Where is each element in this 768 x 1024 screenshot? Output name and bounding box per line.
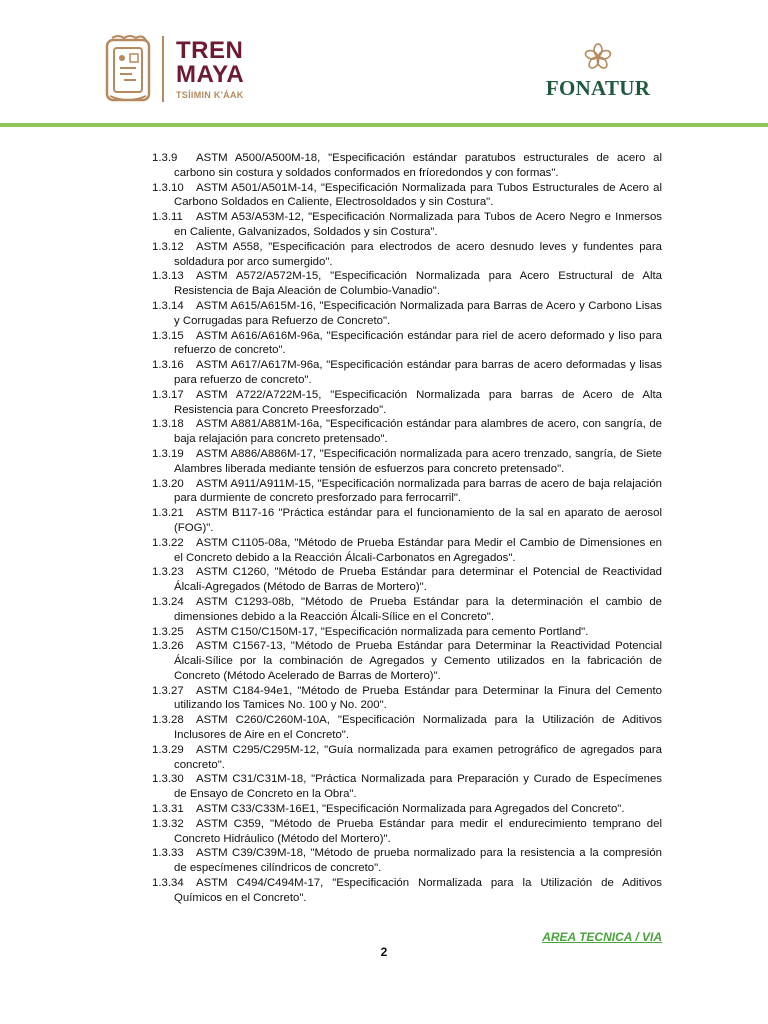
item-text: ASTM C39/C39M-18, "Método de prueba normalizado para la resistencia a la compresión de especímenes cilíndricos de concreto". — [174, 847, 662, 875]
item-number: 1.3.20 — [152, 477, 184, 490]
item-number: 1.3.19 — [152, 447, 184, 460]
list-item — [152, 269, 662, 299]
item-number: 1.3.28 — [152, 714, 184, 727]
list-item — [152, 210, 662, 240]
list-item — [152, 477, 662, 507]
standards-list — [152, 151, 662, 906]
item-text: ASTM A616/A616M-96a, "Especificación estándar para riel de acero deformado y liso para refuerzo de concreto". — [174, 329, 662, 357]
header-divider — [0, 123, 768, 127]
list-item — [152, 595, 662, 625]
item-number: 1.3.30 — [152, 773, 184, 786]
item-text: ASTM C33/C33M-16E1, "Especificación Normalizada para Agregados del Concreto". — [196, 803, 625, 816]
list-item — [152, 876, 662, 906]
list-item — [152, 447, 662, 477]
logo-divider — [162, 36, 164, 102]
item-number: 1.3.26 — [152, 640, 184, 653]
item-number: 1.3.31 — [152, 803, 184, 816]
item-number: 1.3.25 — [152, 625, 184, 638]
list-item — [152, 565, 662, 595]
item-text: ASTM C1260, "Método de Prueba Estándar para determinar el Potencial de Reactividad Álcali-Agregados (Método de Barras de Mortero)". — [174, 566, 662, 594]
list-item — [152, 817, 662, 847]
item-number: 1.3.9 — [152, 152, 178, 164]
item-number: 1.3.22 — [152, 536, 184, 549]
item-number: 1.3.21 — [152, 507, 184, 520]
item-text: ASTM C1105-08a, "Método de Prueba Estándar para Medir el Cambio de Dimensiones en el Concreto debido a la Reacción Álcali-Carbonatos en Agregados". — [174, 536, 662, 564]
fonatur-flower-icon — [583, 42, 613, 72]
page-number: 2 — [380, 945, 388, 959]
item-text: ASTM A500/A500M-18, "Especificación estándar paratubos estructurales de acero al carbono sin costura y soldados conformados en fríoredondos y con formas". — [174, 152, 662, 179]
item-text: ASTM A911/A911M-15, "Especificación normalizada para barras de acero de baja relajación para durmiente de concreto presforzado para ferrocarril". — [174, 477, 662, 505]
item-number: 1.3.27 — [152, 684, 184, 697]
item-text: ASTM A558, "Especificación para electrodos de acero desnudo leves y fundentes para soldadura por arco sumergido". — [174, 240, 662, 268]
list-item — [152, 358, 662, 388]
item-text: ASTM A881/A881M-16a, "Especificación estándar para alambres de acero, con sangría, de baja relajación para concreto pretensado". — [174, 418, 662, 446]
list-item — [152, 240, 662, 270]
item-number: 1.3.34 — [152, 877, 184, 890]
fonatur-logo — [536, 42, 660, 101]
list-item — [152, 417, 662, 447]
list-item — [152, 743, 662, 773]
area-label: AREA TECNICA / VIA — [542, 930, 662, 944]
item-number: 1.3.23 — [152, 566, 184, 579]
tren-maya-logo — [104, 34, 244, 104]
item-text: ASTM C494/C494M-17, "Especificación Normalizada para la Utilización de Aditivos Químicos en el Concreto". — [174, 877, 662, 904]
list-item — [152, 772, 662, 802]
tren-maya-line2: MAYA — [176, 60, 245, 88]
item-text: ASTM C31/C31M-18, "Práctica Normalizada para Preparación y Curado de Especímenes de Ensayo de Concreto en la Obra". — [174, 773, 662, 801]
list-item — [152, 713, 662, 743]
list-item — [152, 536, 662, 566]
tren-maya-wordmark — [176, 36, 245, 100]
list-item — [152, 625, 662, 640]
tren-maya-subtitle: TSÍIMIN K'ÁAK — [176, 89, 244, 100]
item-number: 1.3.17 — [152, 388, 184, 401]
item-number: 1.3.18 — [152, 418, 184, 431]
item-number: 1.3.24 — [152, 595, 184, 608]
item-number: 1.3.15 — [152, 329, 184, 342]
fonatur-wordmark: FONATUR — [545, 76, 651, 100]
item-text: ASTM A615/A615M-16, "Especificación Normalizada para Barras de Acero y Carbono Lisas y Corrugadas para Refuerzo de Concreto". — [174, 299, 662, 327]
list-item — [152, 639, 662, 683]
item-number: 1.3.29 — [152, 743, 184, 756]
list-item — [152, 506, 662, 536]
item-text: ASTM B117-16 "Práctica estándar para el funcionamiento de la sal en aparato de aerosol (FOG)". — [174, 507, 662, 534]
item-text: ASTM C260/C260M-10A, "Especificación Normalizada para la Utilización de Aditivos Inclusores de Aire en el Concreto". — [174, 714, 662, 742]
item-text: ASTM A722/A722M-15, "Especificación Normalizada para barras de Acero de Alta Resistencia para Concreto Preesforzado". — [174, 388, 662, 416]
list-item — [152, 329, 662, 359]
list-item — [152, 846, 662, 876]
item-number: 1.3.16 — [152, 359, 184, 372]
item-number: 1.3.10 — [152, 181, 184, 194]
item-text: ASTM A501/A501M-14, "Especificación Normalizada para Tubos Estructurales de Acero al Carbono Soldados en Caliente, Electrosoldados y sin Costura". — [174, 181, 662, 209]
item-number: 1.3.32 — [152, 817, 184, 830]
list-item — [152, 684, 662, 714]
item-text: ASTM C359, "Método de Prueba Estándar para medir el endurecimiento temprano del Concreto Hidráulico (Método del Mortero)". — [174, 817, 662, 845]
item-text: ASTM A572/A572M-15, "Especificación Normalizada para Acero Estructural de Alta Resistencia de Baja Aleación de Columbio-Vanadio". — [174, 270, 662, 298]
item-number: 1.3.33 — [152, 847, 184, 860]
tren-maya-line1: TREN — [176, 36, 244, 64]
item-number: 1.3.14 — [152, 299, 184, 312]
item-text: ASTM C295/C295M-12, "Guía normalizada para examen petrográfico de agregados para concreto". — [174, 743, 662, 771]
list-item — [152, 802, 662, 817]
item-text: ASTM A617/A617M-96a, "Especificación estándar para barras de acero deformadas y lisas para refuerzo de concreto". — [174, 359, 662, 386]
list-item — [152, 151, 662, 181]
page-header — [0, 0, 768, 128]
list-item — [152, 181, 662, 211]
item-number: 1.3.12 — [152, 240, 184, 253]
item-text: ASTM C150/C150M-17, "Especificación normalizada para cemento Portland". — [196, 625, 589, 638]
item-number: 1.3.13 — [152, 270, 184, 283]
item-text: ASTM A886/A886M-17, "Especificación normalizada para acero trenzado, sangría, de Siete Alambres liberada mediante tensión de esfuerzos para concreto pretensado". — [174, 447, 662, 475]
item-text: ASTM A53/A53M-12, "Especificación Normalizada para Tubos de Acero Negro e Inmersos en Caliente, Galvanizados, Soldados y sin Costura". — [174, 211, 662, 238]
item-text: ASTM C184-94e1, "Método de Prueba Estándar para Determinar la Finura del Cemento utilizando los Tamices No. 100 y No. 200". — [174, 684, 662, 712]
item-text: ASTM C1293-08b, "Método de Prueba Estándar para la determinación el cambio de dimensiones debido a la Reacción Álcali-Sílice en el Concreto". — [174, 595, 662, 623]
tren-maya-glyph-seal-icon — [104, 34, 152, 104]
list-item — [152, 299, 662, 329]
list-item — [152, 388, 662, 418]
item-text: ASTM C1567-13, "Método de Prueba Estándar para Determinar la Reactividad Potencial Álcali-Sílice por la combinación de Agregados y Cemento utilizados en la fabricación de Concreto (Método Acelerado de Barras de Mortero)". — [174, 640, 662, 682]
item-number: 1.3.11 — [152, 211, 183, 224]
